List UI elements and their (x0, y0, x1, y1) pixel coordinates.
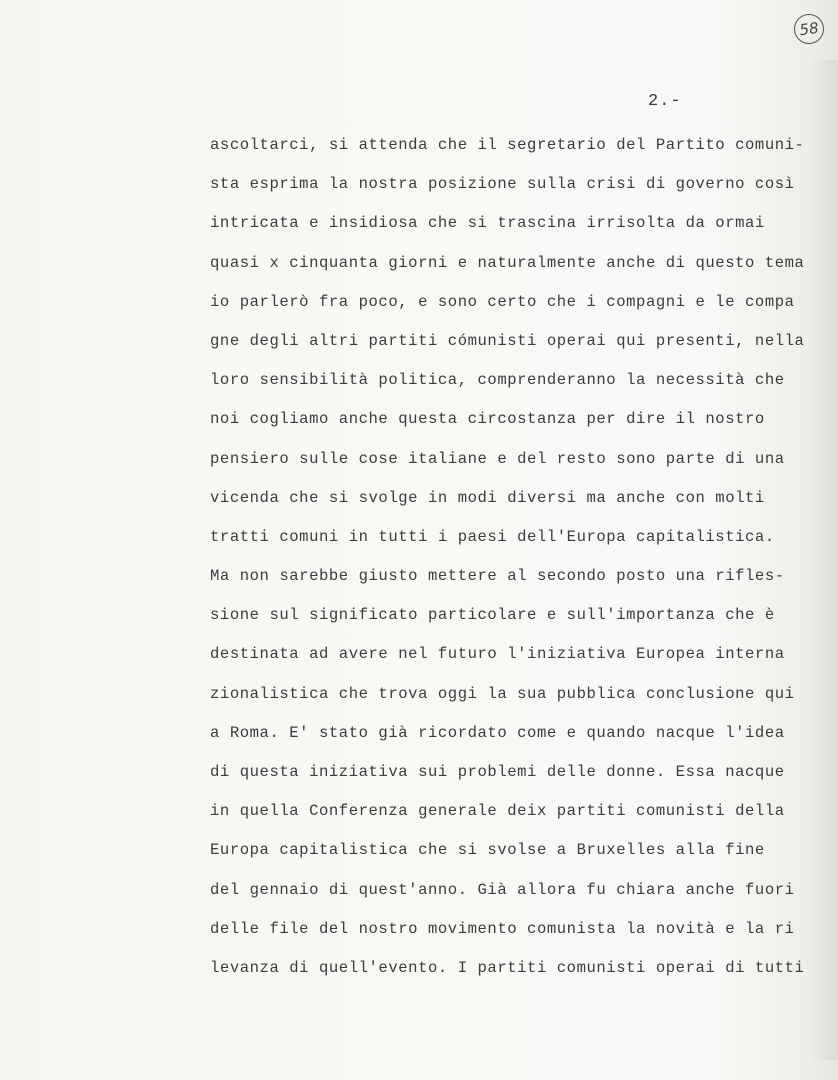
text-line: vicenda che si svolge in modi diversi ma anche con molti (210, 488, 765, 507)
text-line: tratti comuni in tutti i paesi dell'Europa capitalistica. (210, 527, 775, 546)
text-line: di questa iniziativa sui problemi delle donne. Essa nacque (210, 763, 785, 781)
text-line: levanza di quell'evento. I partiti comunisti operai di tutti (210, 958, 805, 977)
text-line: destinata ad avere nel futuro l'iniziativa Europea interna (210, 645, 785, 664)
text-line: delle file del nostro movimento comunista la novità e la ri (210, 919, 795, 938)
text-line: Ma non sarebbe giusto mettere al secondo posto una rifles- (210, 567, 785, 586)
text-line: sta esprima la nostra posizione sulla crisi di governo così (210, 175, 795, 194)
archive-number: 58 (798, 18, 820, 40)
text-line: quasi x cinquanta giorni e naturalmente anche di questo tema (210, 253, 805, 272)
text-line: sione sul significato particolare e sull'importanza che è (210, 606, 775, 625)
text-line: zionalistica che trova oggi la sua pubblica conclusione qui (210, 684, 795, 703)
text-line: gne degli altri partiti cómunisti operai qui presenti, nella (210, 331, 805, 350)
text-line: noi cogliamo anche questa circostanza per dire il nostro (210, 410, 765, 429)
body-text (210, 131, 830, 993)
text-line: ascoltarci, si attenda che il segretario del Partito comuni- (210, 136, 805, 154)
text-line: intricata e insidiosa che si trascina irrisolta da ormai (210, 214, 765, 233)
text-line: in quella Conferenza generale deix partiti comunisti della (210, 802, 785, 821)
text-line: del gennaio di quest'anno. Già allora fu chiara anche fuori (210, 880, 795, 899)
text-line: io parlerò fra poco, e sono certo che i compagni e le compa (210, 292, 795, 311)
text-line: a Roma. E' stato già ricordato come e quando nacque l'idea (210, 723, 785, 742)
text-line: loro sensibilità politica, comprenderanno la necessità che (210, 371, 785, 390)
text-line: pensiero sulle cose italiane e del resto sono parte di una (210, 449, 785, 468)
page-number: 2.- (648, 92, 682, 111)
archive-number-stamp (792, 12, 826, 46)
text-line: Europa capitalistica che si svolse a Bruxelles alla fine (210, 841, 765, 860)
